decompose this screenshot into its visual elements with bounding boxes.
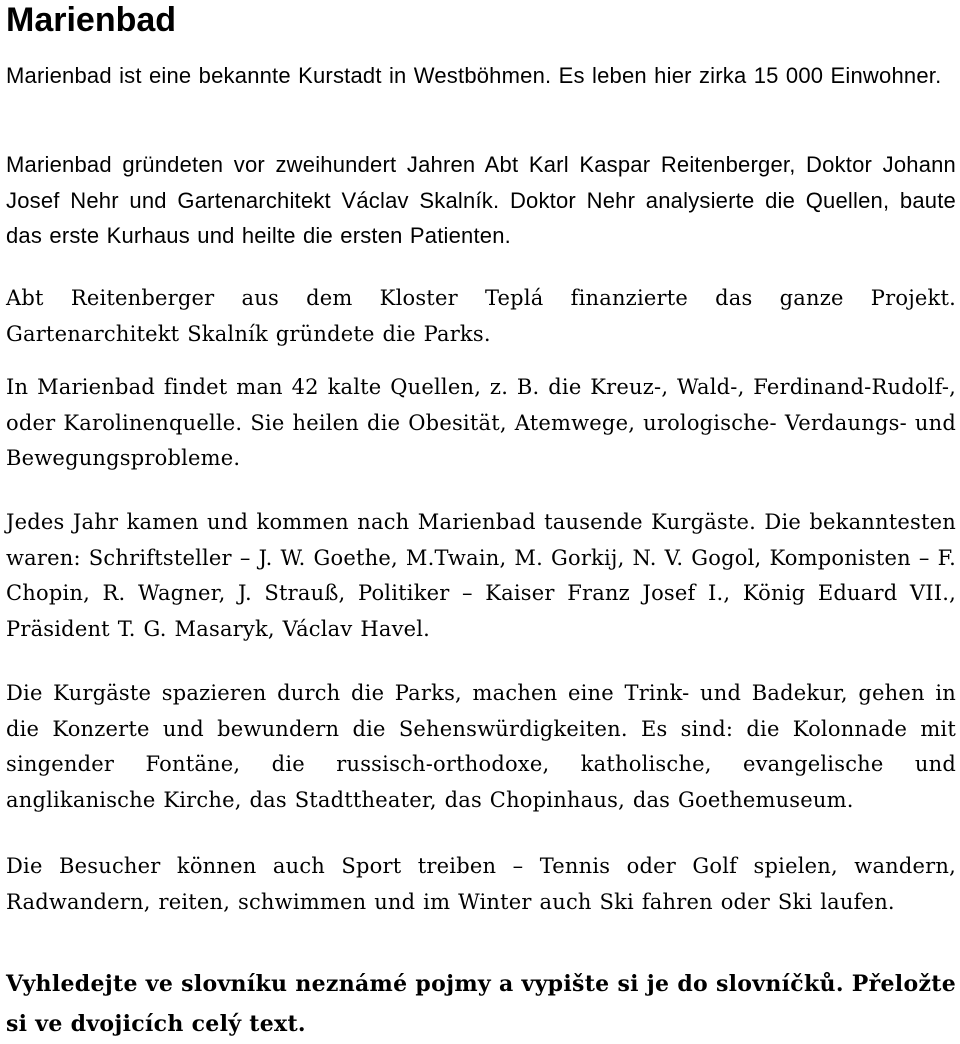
paragraph-sports: Die Besucher können auch Sport treiben – Tennis oder Golf spielen, wandern, Radwandern, reiten, schwimmen und im Winter auch Ski fahren oder Ski laufen.: [6, 854, 956, 914]
paragraph-famous-guests: Jedes Jahr kamen und kommen nach Marienbad tausende Kurgäste. Die bekanntesten waren: Schriftsteller – J. W. Goethe, M.Twain, M. Gorkij, N. V. Gogol, Komponisten – F. Chopin, R. Wagner, J. Strauß, Politiker – Kaiser Franz Josef I., König Eduard VII., Präsident T. G. Masaryk, Václav Havel.: [6, 510, 956, 641]
paragraph-springs: In Marienbad findet man 42 kalte Quellen, z. B. die Kreuz-, Wald-, Ferdinand-Rudolf-, oder Karolinenquelle. Sie heilen die Obesität, Atemwege, urologische- Verdaungs- und Bewegungsprobleme.: [6, 375, 956, 471]
paragraph-reitenberger: Abt Reitenberger aus dem Kloster Teplá finanzierte das ganze Projekt. Gartenarchitekt Skalník gründete die Parks.: [6, 286, 956, 346]
page-title: Marienbad: [6, 1, 177, 39]
paragraph-sights: Die Kurgäste spazieren durch die Parks, machen eine Trink- und Badekur, gehen in die Konzerte und bewundern die Sehenswürdigkeiten. Es sind: die Kolonnade mit singender Fontäne, die russisch-orthodoxe, katholische, evangelische und anglikanische Kirche, das Stadttheater, das Chopinhaus, das Goethemuseum.: [6, 681, 956, 812]
task-instructions: Vyhledejte ve slovníku neznámé pojmy a vypište si je do slovníčků. Přeložte si ve dvojicích celý text.: [6, 971, 956, 1037]
document-page: [6, 0, 956, 1037]
paragraph-intro: Marienbad ist eine bekannte Kurstadt in Westböhmen. Es leben hier zirka 15 000 Einwohner.: [6, 63, 942, 88]
paragraph-founders: Marienbad gründeten vor zweihundert Jahren Abt Karl Kaspar Reitenberger, Doktor Johann Josef Nehr und Gartenarchitekt Václav Skalník. Doktor Nehr analysierte die Quellen, baute das erste Kurhaus und heilte die ersten Patienten.: [6, 152, 956, 249]
